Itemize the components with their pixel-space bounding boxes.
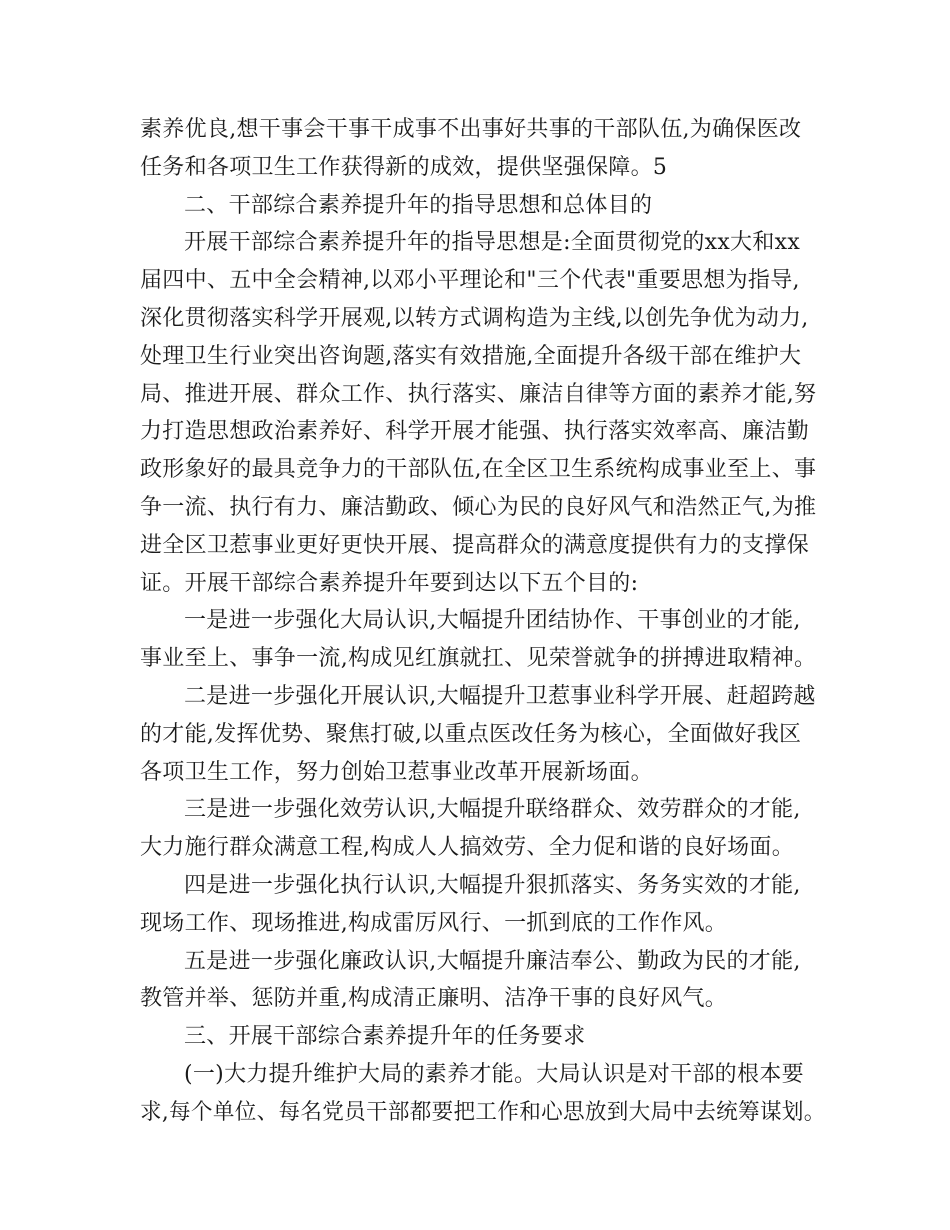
- section-heading: 三、开展干部综合素养提升年的任务要求: [184, 1024, 586, 1050]
- text-line: 现场工作、现场推进,构成雷厉风行、一抓到底的工作作风。: [140, 910, 728, 936]
- text-line: 力打造思想政治素养好、科学开展才能强、执行落实效率高、廉洁勤: [140, 419, 810, 445]
- text-line: 进全区卫惹事业更好更快开展、提高群众的满意度提供有力的支撑保: [140, 532, 810, 558]
- text-line: 一是进一步强化大局认识,大幅提升团结协作、干事创业的才能,: [184, 608, 801, 634]
- text-line: 局、推进开展、群众工作、执行落实、廉洁自律等方面的素养才能,努: [140, 381, 817, 407]
- text-line: 四是进一步强化执行认识,大幅提升狠抓落实、务务实效的才能,: [184, 872, 801, 898]
- text-line: 各项卫生工作，努力创始卫惹事业改革开展新场面。: [140, 759, 653, 785]
- text-line: 证。开展干部综合素养提升年要到达以下五个目的:: [140, 570, 639, 596]
- text-line: 事业至上、事争一流,构成见红旗就扛、见荣誉就争的拼搏进取精神。: [140, 646, 817, 672]
- text-line: 素养优良,想干事会干事干成事不出事好共事的干部队伍,为确保医改: [140, 117, 802, 142]
- text-line: 二是进一步强化开展认识,大幅提升卫惹事业科学开展、赶超跨越: [184, 683, 816, 709]
- text-line: 政形象好的最具竞争力的干部队伍,在全区卫生系统构成事业至上、事: [140, 457, 817, 483]
- text-line: 三是进一步强化效劳认识,大幅提升联络群众、效劳群众的才能,: [184, 797, 801, 823]
- text-line: 开展干部综合素养提升年的指导思想是:全面贯彻党的xx大和xx: [184, 230, 801, 256]
- document-page: [140, 111, 826, 1132]
- text-line: 的才能,发挥优势、聚焦打破,以重点医改任务为核心，全面做好我区: [140, 721, 802, 747]
- section-heading: 二、干部综合素养提升年的指导思想和总体目的: [184, 192, 653, 218]
- text-line: 深化贯彻落实科学开展观,以转方式调构造为主线,以创先争优为动力,: [140, 305, 809, 331]
- text-line: 争一流、执行有力、廉洁勤政、倾心为民的良好风气和浩然正气,为推: [140, 494, 817, 520]
- text-line: 五是进一步强化廉政认识,大幅提升廉洁奉公、勤政为民的才能,: [184, 948, 801, 974]
- text-line: (一)大力提升维护大局的素养才能。大局认识是对干部的根本要: [184, 1061, 804, 1087]
- text-line: 求,每个单位、每名党员干部都要把工作和心思放到大局中去统筹谋划。: [140, 1099, 826, 1125]
- text-line: 届四中、五中全会精神,以邓小平理论和"三个代表"重要思想为指导,: [140, 268, 800, 294]
- text-line: 任务和各项卫生工作获得新的成效，提供坚强保障。5: [140, 154, 668, 180]
- text-line: 处理卫生行业突出咨询题,落实有效措施,全面提升各级干部在维护大: [140, 343, 802, 369]
- text-line: 大力施行群众满意工程,构成人人搞效劳、全力促和谐的良好场面。: [140, 835, 794, 861]
- text-line: 教管并举、惩防并重,构成清正廉明、洁净干事的良好风气。: [140, 986, 728, 1012]
